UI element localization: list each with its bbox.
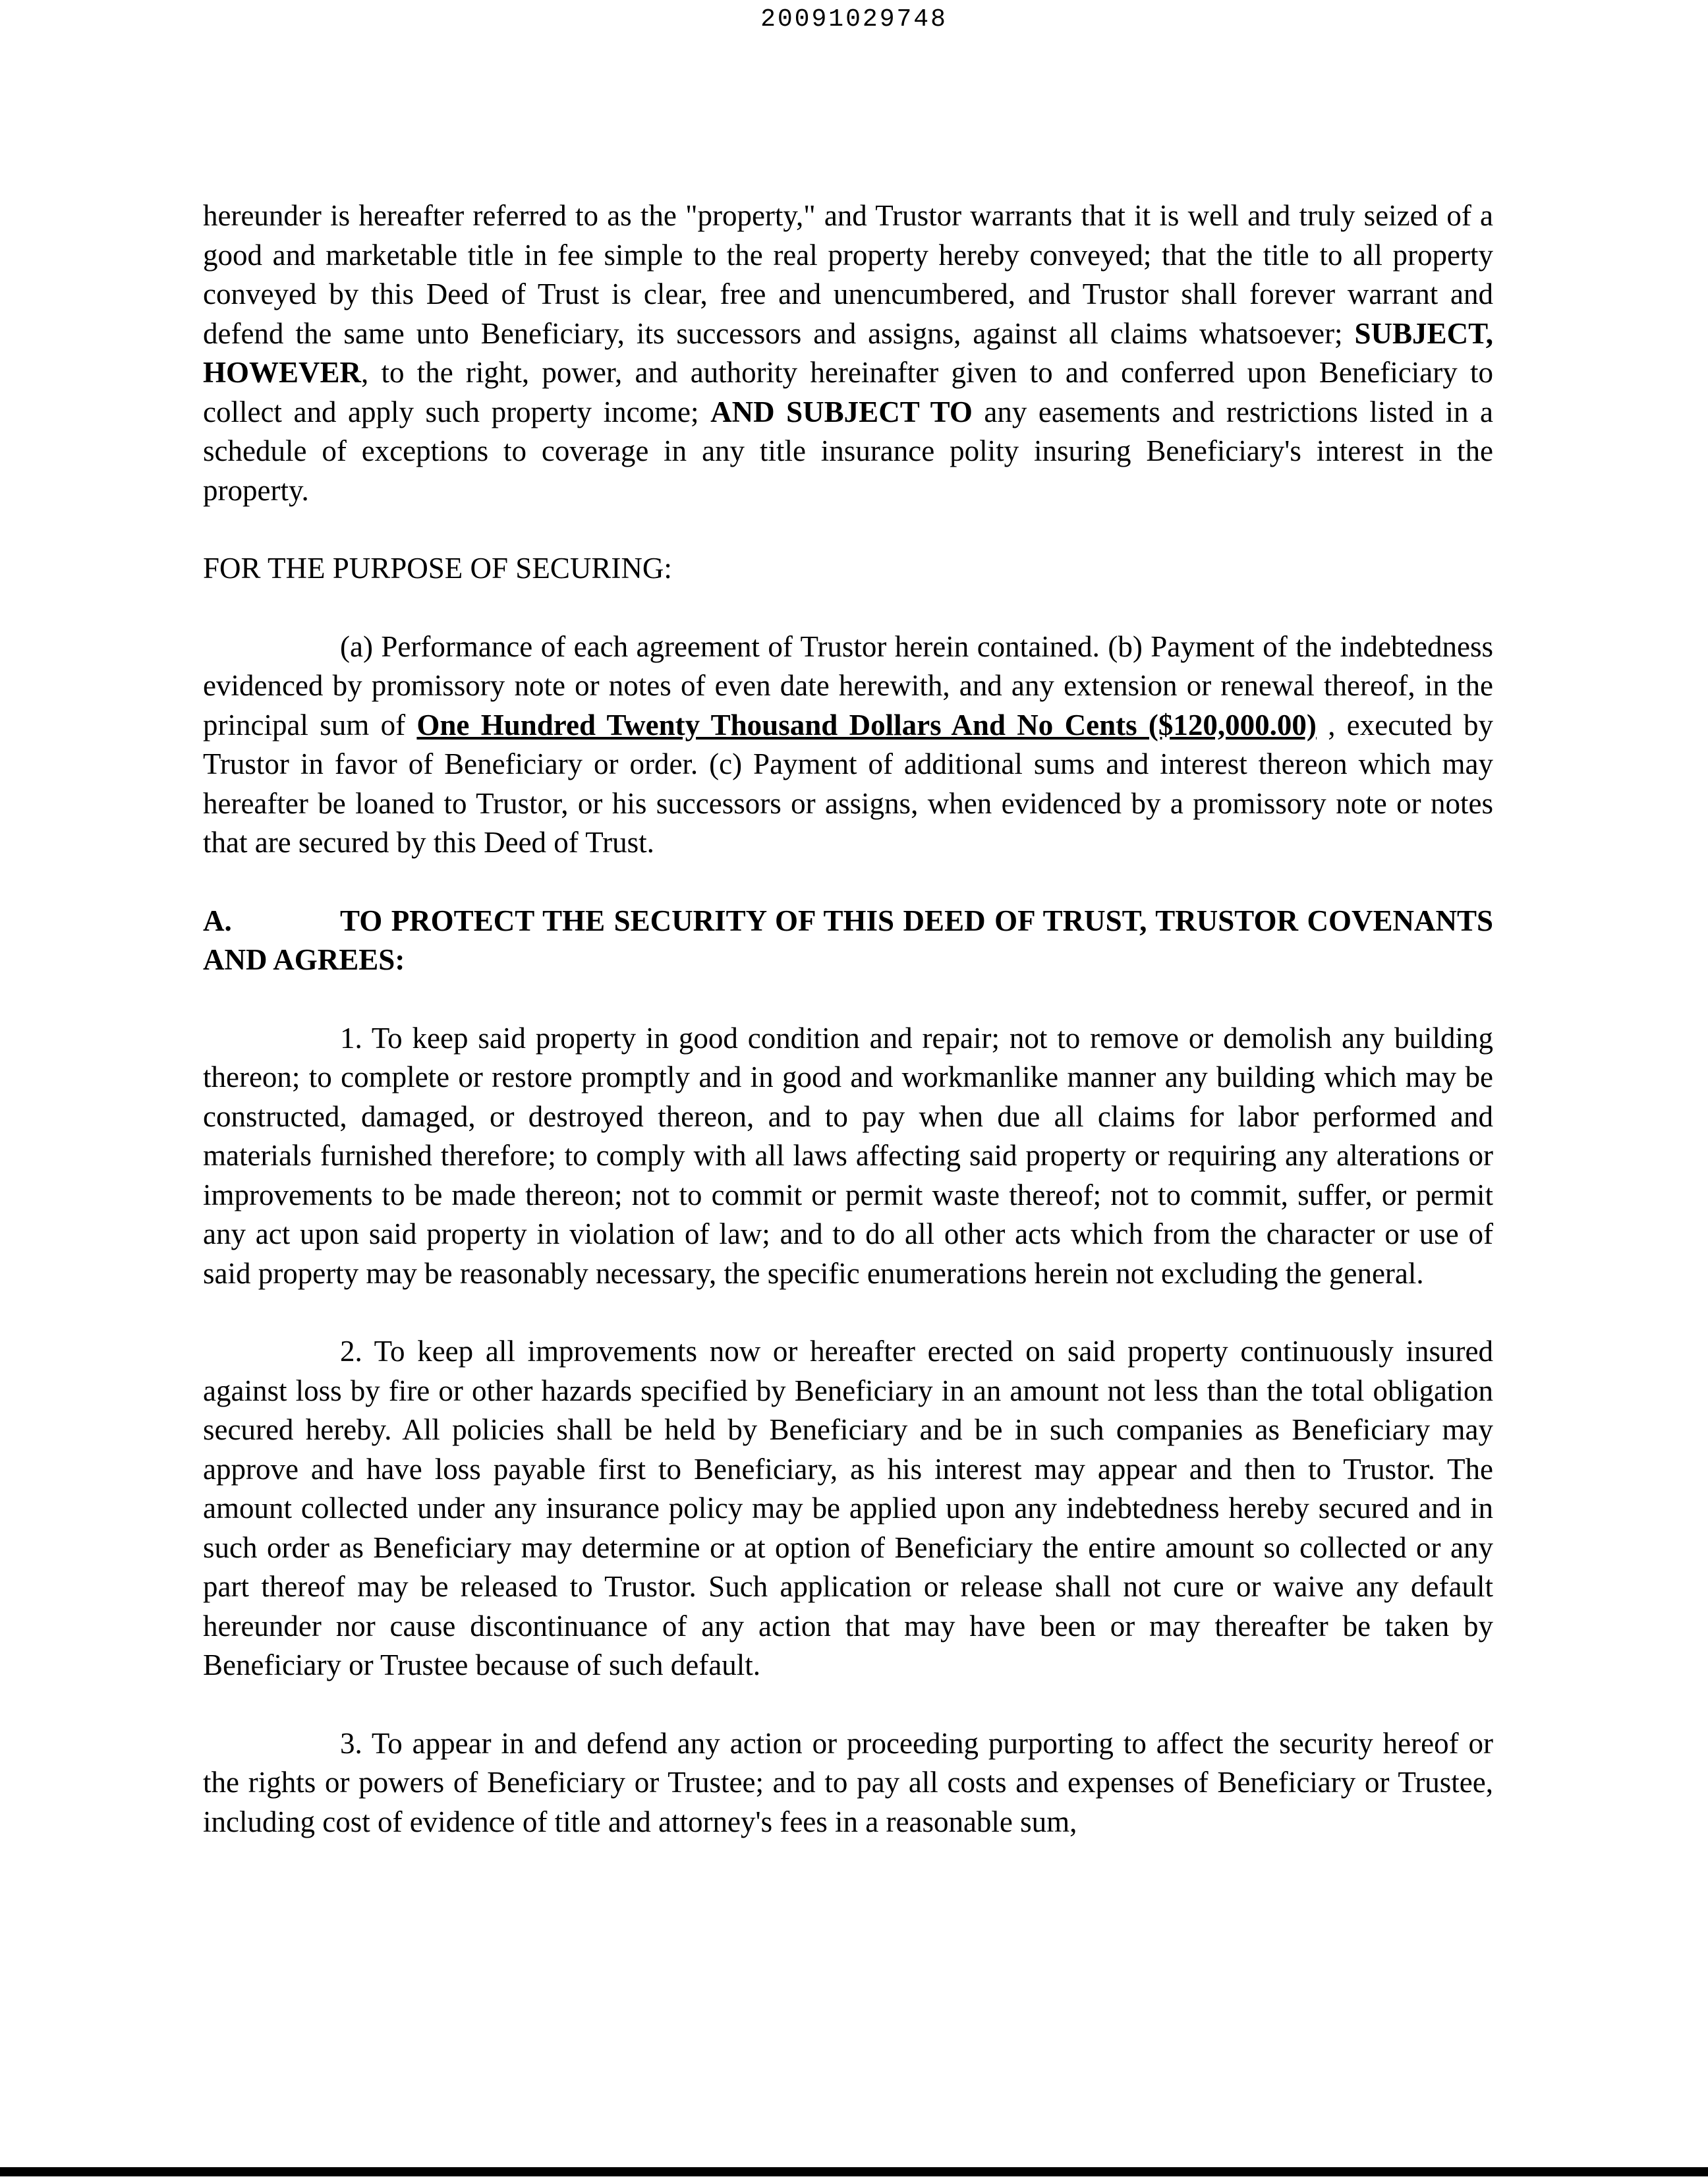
intro-text-3: any easements and restrictions listed in a schedule of exceptions to coverage in any title insurance polity insuring Beneficiary's interest in the property. [203,395,1494,507]
section-a-title: TO PROTECT THE SECURITY OF THIS DEED OF TRUST, TRUSTOR COVENANTS AND AGREES: [203,904,1493,976]
intro-text-1: hereunder is hereafter referred to as the "property," and Trustor warrants that it is well and truly seized of a good and marketable title in fee simple to the real property hereby conveyed; that the title to all property conveyed by this Deed of Trust is clear, free and unencumbered, and Trustor shall forever warrant and defend the same unto Beneficiary, its successors and assigns, against all claims whatsoever; [203,199,1493,350]
covenant-item-1: 1. To keep said property in good condition and repair; not to remove or demolish any building thereon; to complete or restore promptly and in good and workmanlike manner any building which may be constructed, damaged, or destroyed thereon, and to pay when due all claims for labor performed and materials furnished therefore; to comply with all laws affecting said property or requiring any alterations or improvements to be made thereon; not to commit or permit waste thereof; not to commit, suffer, or permit any act upon said property in violation of law; and to do all other acts which from the character or use of said property may be reasonably necessary, the specific enumerations herein not excluding the general. [203,1021,1493,1290]
intro-paragraph [203,196,1493,510]
scan-bottom-border [0,2167,1708,2176]
purpose-text-2: , executed by Trustor in favor of Beneficiary or order. (c) Payment of additional sums and interest thereon which may hereafter be loaned to Trustor, or his successors or assigns, when evidenced by a promissory note or notes that are secured by this Deed of Trust. [203,708,1493,859]
purpose-paragraph [203,627,1493,863]
purpose-heading: FOR THE PURPOSE OF SECURING: [203,552,672,585]
covenant-item-3: 3. To appear in and defend any action or proceeding purporting to affect the security hereof or the rights or powers of Beneficiary or Trustee; and to pay all costs and expenses of Beneficiary or Trustee, including cost of evidence of title and attorney's fees in a reasonable sum, [203,1726,1493,1838]
subject-however-clause: SUBJECT, HOWEVER [203,316,1493,389]
and-subject-to-clause: AND SUBJECT TO [710,395,973,428]
intro-text-2: , to the right, power, and authority hereinafter given to and conferred upon Beneficiary to collect and apply such property income; [203,356,1493,428]
covenant-item-2: 2. To keep all improvements now or hereafter erected on said property continuously insured against loss by fire or other hazards specified by Beneficiary in an amount not less than the total obligation secured hereby. All policies shall be held by Beneficiary and be in such companies as Beneficiary may approve and have loss payable first to Beneficiary, as his interest may appear and then to Trustor. The amount collected under any insurance policy may be applied upon any indebtedness hereby secured and in such order as Beneficiary may determine or at option of Beneficiary the entire amount so collected or any part thereof may be released to Trustor. Such application or release shall not cure or waive any default hereunder nor cause discontinuance of any action that may have been or may thereafter be taken by Beneficiary or Trustee because of such default. [203,1335,1493,1681]
principal-sum: One Hundred Twenty Thousand Dollars And No Cents ($120,000.00) [416,708,1317,742]
document-body [203,196,1493,1842]
section-a-letter: A. [203,904,232,937]
section-a-heading [203,902,1493,980]
purpose-text-1: (a) Performance of each agreement of Trustor herein contained. (b) Payment of the indebtedness evidenced by promissory note or notes of even date herewith, and any extension or renewal thereof, in the principal sum of [203,629,1493,742]
document-number: 20091029748 [760,5,948,34]
